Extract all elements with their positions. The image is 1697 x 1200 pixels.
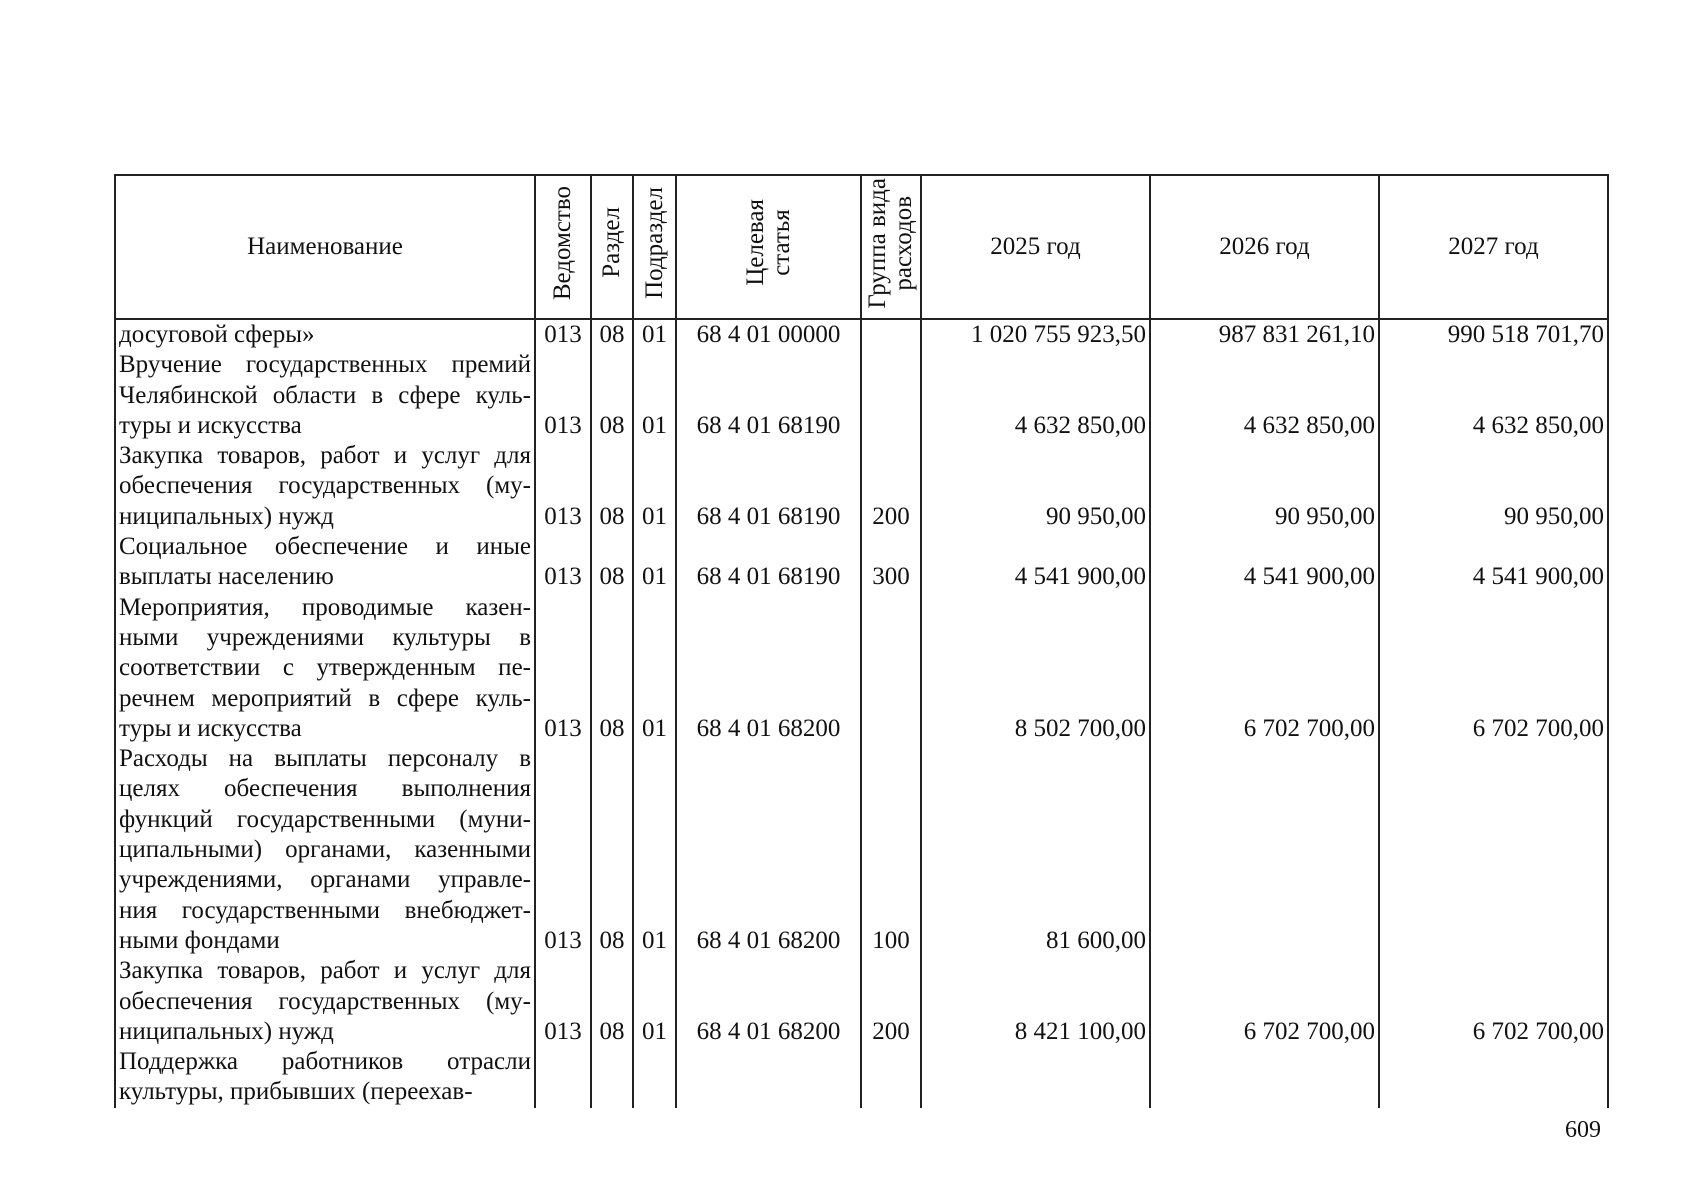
row-target-article: 68 4 01 68190 bbox=[676, 441, 861, 532]
row-name: Мероприятия, проводимые казен- ными учреждениями культуры в соответствии с утвержденным пе- речнем мероприятий в сфере куль- туры и искусства bbox=[115, 593, 535, 744]
header-2026: 2026 год bbox=[1150, 175, 1379, 319]
table-row bbox=[115, 350, 1608, 441]
row-target-article: 68 4 01 68200 bbox=[676, 956, 861, 1047]
row-target-article: 68 4 01 00000 bbox=[676, 319, 861, 350]
row-2025: 81 600,00 bbox=[921, 744, 1150, 956]
row-2026: 987 831 261,10 bbox=[1150, 319, 1379, 350]
row-target-article: 68 4 01 68200 bbox=[676, 593, 861, 744]
row-department: 013 bbox=[535, 441, 591, 532]
header-department: Ведомство bbox=[535, 175, 591, 319]
row-2026 bbox=[1150, 1047, 1379, 1108]
row-2026 bbox=[1150, 744, 1379, 956]
row-2026: 6 702 700,00 bbox=[1150, 956, 1379, 1047]
row-expense-group bbox=[861, 1047, 921, 1108]
row-2026: 4 632 850,00 bbox=[1150, 350, 1379, 441]
header-target-article: Целевая статья bbox=[676, 175, 861, 319]
table-row bbox=[115, 319, 1608, 350]
row-target-article: 68 4 01 68200 bbox=[676, 744, 861, 956]
row-target-article bbox=[676, 1047, 861, 1108]
row-2026: 4 541 900,00 bbox=[1150, 532, 1379, 593]
row-expense-group bbox=[861, 593, 921, 744]
row-expense-group bbox=[861, 350, 921, 441]
row-2025 bbox=[921, 1047, 1150, 1108]
header-section: Раздел bbox=[591, 175, 633, 319]
row-subsection: 01 bbox=[633, 350, 676, 441]
row-section: 08 bbox=[591, 532, 633, 593]
row-section: 08 bbox=[591, 744, 633, 956]
row-department: 013 bbox=[535, 350, 591, 441]
header-2025: 2025 год bbox=[921, 175, 1150, 319]
row-department: 013 bbox=[535, 593, 591, 744]
row-2027: 90 950,00 bbox=[1379, 441, 1608, 532]
row-section: 08 bbox=[591, 441, 633, 532]
table-row bbox=[115, 441, 1608, 532]
row-2027 bbox=[1379, 744, 1608, 956]
row-name: Поддержка работников отрасли культуры, прибывших (переехав- bbox=[115, 1047, 535, 1108]
row-2027: 6 702 700,00 bbox=[1379, 956, 1608, 1047]
row-target-article: 68 4 01 68190 bbox=[676, 532, 861, 593]
budget-table bbox=[114, 174, 1609, 1108]
row-subsection: 01 bbox=[633, 441, 676, 532]
table-row bbox=[115, 532, 1608, 593]
row-2025: 4 632 850,00 bbox=[921, 350, 1150, 441]
row-subsection: 01 bbox=[633, 319, 676, 350]
row-expense-group: 200 bbox=[861, 956, 921, 1047]
row-subsection bbox=[633, 1047, 676, 1108]
header-subsection: Подраздел bbox=[633, 175, 676, 319]
row-department: 013 bbox=[535, 319, 591, 350]
row-department: 013 bbox=[535, 744, 591, 956]
table-row bbox=[115, 956, 1608, 1047]
row-2025: 90 950,00 bbox=[921, 441, 1150, 532]
row-section: 08 bbox=[591, 350, 633, 441]
row-section: 08 bbox=[591, 593, 633, 744]
row-department: 013 bbox=[535, 532, 591, 593]
row-expense-group: 200 bbox=[861, 441, 921, 532]
page-number: 609 bbox=[1565, 1117, 1601, 1143]
row-subsection: 01 bbox=[633, 532, 676, 593]
row-expense-group: 300 bbox=[861, 532, 921, 593]
row-subsection: 01 bbox=[633, 956, 676, 1047]
header-row bbox=[115, 175, 1608, 319]
table-row bbox=[115, 744, 1608, 956]
row-2025: 1 020 755 923,50 bbox=[921, 319, 1150, 350]
row-name: Социальное обеспечение и иные выплаты населению bbox=[115, 532, 535, 593]
row-2026: 6 702 700,00 bbox=[1150, 593, 1379, 744]
row-expense-group bbox=[861, 319, 921, 350]
row-section bbox=[591, 1047, 633, 1108]
row-2025: 8 421 100,00 bbox=[921, 956, 1150, 1047]
row-name: Закупка товаров, работ и услуг для обеспечения государственных (му- ниципальных) нужд bbox=[115, 956, 535, 1047]
row-2027: 4 632 850,00 bbox=[1379, 350, 1608, 441]
row-2026: 90 950,00 bbox=[1150, 441, 1379, 532]
row-subsection: 01 bbox=[633, 744, 676, 956]
row-name: досуговой сферы» bbox=[115, 319, 535, 350]
header-name: Наименование bbox=[115, 175, 535, 319]
row-section: 08 bbox=[591, 956, 633, 1047]
row-2027: 990 518 701,70 bbox=[1379, 319, 1608, 350]
table-row bbox=[115, 593, 1608, 744]
row-section: 08 bbox=[591, 319, 633, 350]
row-2025: 8 502 700,00 bbox=[921, 593, 1150, 744]
row-2027: 4 541 900,00 bbox=[1379, 532, 1608, 593]
header-expense-group: Группа вида расходов bbox=[861, 175, 921, 319]
row-name: Расходы на выплаты персоналу в целях обеспечения выполнения функций государственными (муни- ципальными) органами, казенными учреждениями, органами управле- ния государственными внебюджет- ными фондами bbox=[115, 744, 535, 956]
row-2025: 4 541 900,00 bbox=[921, 532, 1150, 593]
row-name: Закупка товаров, работ и услуг для обеспечения государственных (му- ниципальных) нужд bbox=[115, 441, 535, 532]
table-row bbox=[115, 1047, 1608, 1108]
row-subsection: 01 bbox=[633, 593, 676, 744]
row-2027 bbox=[1379, 1047, 1608, 1108]
row-department bbox=[535, 1047, 591, 1108]
row-expense-group: 100 bbox=[861, 744, 921, 956]
row-department: 013 bbox=[535, 956, 591, 1047]
header-2027: 2027 год bbox=[1379, 175, 1608, 319]
row-2027: 6 702 700,00 bbox=[1379, 593, 1608, 744]
row-target-article: 68 4 01 68190 bbox=[676, 350, 861, 441]
row-name: Вручение государственных премий Челябинской области в сфере куль- туры и искусства bbox=[115, 350, 535, 441]
